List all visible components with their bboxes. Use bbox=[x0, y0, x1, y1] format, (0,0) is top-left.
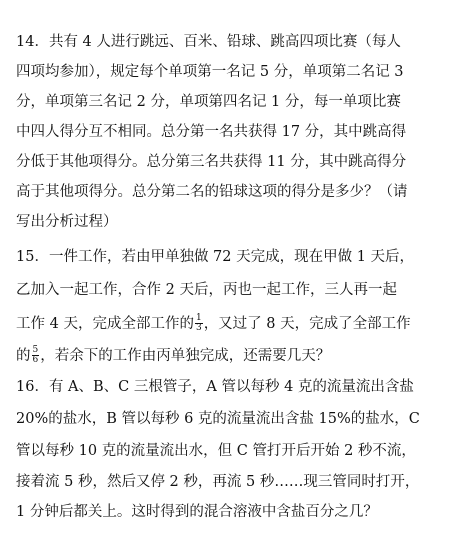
problem-15-line-1: 15．一件工作，若由甲单独做 72 天完成，现在甲做 1 天后， bbox=[16, 249, 415, 265]
problem-14-line-1: 14．共有 4 人进行跳远、百米、铅球、跳高四项比赛（每人 bbox=[16, 34, 401, 50]
fraction-one-third bbox=[195, 314, 203, 333]
fraction-numerator: 5 bbox=[32, 344, 39, 355]
fraction-denominator: 6 bbox=[32, 354, 39, 365]
problem-15-line-2: 乙加入一起工作，合作 2 天后，丙也一起工作，三人再一起 bbox=[16, 282, 397, 298]
problem-16-line-1: 16．有 A、B、C 三根管子，A 管以每秒 4 克的流量流出含盐 bbox=[16, 379, 414, 395]
problem-14-line-5: 分低于其他项得分。总分第三名共获得 11 分，其中跳高得分 bbox=[16, 154, 407, 170]
problem-15-line-3 bbox=[16, 309, 411, 339]
problem-15-line-3-text-before: 工作 4 天，完成全部工作的 bbox=[16, 316, 194, 332]
fraction-five-sixths bbox=[32, 346, 40, 365]
problem-16-line-2: 20%的盐水，B 管以每秒 6 克的流量流出含盐 15%的盐水，C bbox=[16, 411, 420, 427]
problem-16-line-3: 管以每秒 10 克的流量流出水，但 C 管打开后开始 2 秒不流， bbox=[16, 443, 416, 459]
problem-14-line-2: 四项均参加），规定每个单项第一名记 5 分，单项第二名记 3 bbox=[16, 64, 404, 80]
problem-15-line-4-text-before: 的 bbox=[16, 348, 31, 364]
fraction-numerator: 1 bbox=[195, 312, 202, 323]
problem-14-line-7: 写出分析过程） bbox=[16, 214, 118, 230]
fraction-denominator: 3 bbox=[195, 322, 202, 333]
problem-16-line-4: 接着流 5 秒，然后又停 2 秒，再流 5 秒……现三管同时打开， bbox=[16, 474, 420, 490]
problem-15-line-4 bbox=[16, 341, 330, 371]
problem-15-line-4-text-after: ，若余下的工作由丙单独完成，还需要几天？ bbox=[40, 348, 331, 364]
problem-16-line-5: 1 分钟后都关上。这时得到的混合溶液中含盐百分之几？ bbox=[16, 504, 378, 520]
problem-14-line-4: 中四人得分互不相同。总分第一名共获得 17 分，其中跳高得 bbox=[16, 124, 407, 140]
problem-14-line-3: 分，单项第三名记 2 分，单项第四名记 1 分，每一单项比赛 bbox=[16, 94, 401, 110]
problem-14-line-6: 高于其他项得分。总分第二名的铅球这项的得分是多少？（请 bbox=[16, 184, 408, 200]
problem-15-line-3-text-after: ，又过了 8 天，完成了全部工作 bbox=[203, 316, 411, 332]
